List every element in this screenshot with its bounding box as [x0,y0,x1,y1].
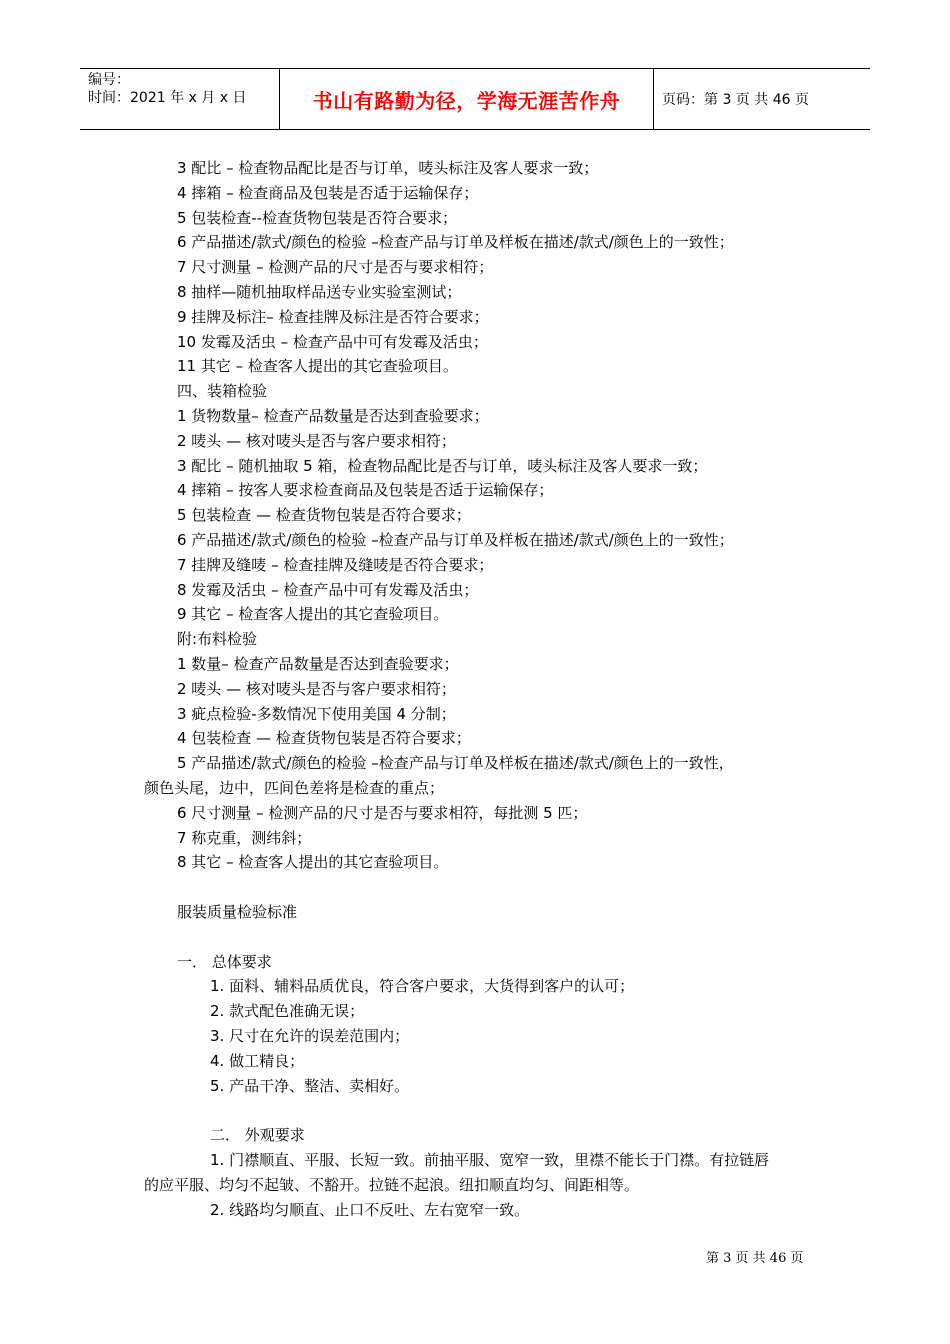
text-line: 1 数量– 检查产品数量是否达到查验要求； [177,655,459,673]
number-label: 编号： [88,72,130,88]
text-line: 10 发霉及活虫 – 检查产品中可有发霉及活虫； [177,332,488,351]
time-label: 时间：2021 年 x 月 x 日 [88,90,247,106]
text-line: 8 其它 – 检查客人提出的其它查验项目。 [177,853,449,872]
section-heading: 服装质量检验标准 [177,903,298,921]
document-header [80,68,870,130]
motto: 书山有路勤为径，学海无涯苦作舟 [312,88,621,113]
text-line: 5. 产品干净、整洁、卖相好。 [210,1076,410,1095]
text-line: 3 配比 – 随机抽取 5 箱，检查物品配比是否与订单，唛头标注及客人要求一致； [177,456,708,475]
text-line: 1. 面料、辅料品质优良，符合客户要求，大货得到客户的认可； [210,977,635,996]
section-heading: 一． 总体要求 [177,952,272,971]
text-line: 2 唛头 — 核对唛头是否与客户要求相符； [177,431,456,450]
text-line: 6 产品描述/款式/颜色的检验 –检查产品与订单及样板在描述/款式/颜色上的一致性； [177,233,734,252]
page-label: 页码：第 3 页 共 46 页 [662,92,809,108]
text-line: 11 其它 – 检查客人提出的其它查验项目。 [177,357,458,376]
text-line: 2. 款式配色准确无误； [210,1002,365,1021]
section-heading: 二． 外观要求 [210,1126,305,1145]
text-line: 2. 线路均匀顺直、止口不反吐、左右宽窄一致。 [210,1200,530,1219]
text-line: 7 挂牌及缝唛 – 检查挂牌及缝唛是否符合要求； [177,555,494,574]
text-line: 3 配比 – 检查物品配比是否与订单，唛头标注及客人要求一致； [177,159,599,177]
text-line: 1 货物数量– 检查产品数量是否达到查验要求； [177,407,489,425]
text-line: 7 尺寸测量 – 检测产品的尺寸是否与要求相符； [177,258,494,277]
text-line: 5 包装检查 — 检查货物包装是否符合要求； [177,506,471,525]
text-line: 1. 门襟顺直、平服、长短一致。前抽平服、宽窄一致，里襟不能长于门襟。有拉链唇 [210,1151,770,1169]
text-line: 4. 做工精良； [210,1051,305,1070]
header-motto-cell [280,69,654,129]
section-heading: 附:布料检验 [177,630,258,649]
section-heading: 四、装箱检验 [177,382,268,401]
text-line: 3 疵点检验-多数情况下使用美国 4 分制； [177,704,456,723]
text-line: 的应平服、均匀不起皱、不豁开。拉链不起浪。纽扣顺直均匀、间距相等。 [144,1175,640,1194]
text-line: 9 挂牌及标注– 检查挂牌及标注是否符合要求； [177,307,489,326]
text-line: 5 产品描述/款式/颜色的检验 –检查产品与订单及样板在描述/款式/颜色上的一致性， [177,754,734,773]
text-line: 4 摔箱 – 按客人要求检查商品及包装是否适于运输保存； [177,481,554,500]
text-line: 4 摔箱 – 检查商品及包装是否适于运输保存； [177,183,479,202]
header-meta [80,69,280,129]
text-line: 9 其它 – 检查客人提出的其它查验项目。 [177,605,449,624]
text-line: 7 称克重，测纬斜； [177,828,312,847]
text-line: 5 包装检查--检查货物包装是否符合要求； [177,208,458,227]
text-line: 6 尺寸测量 – 检测产品的尺寸是否与要求相符，每批测 5 匹； [177,803,588,822]
text-line: 8 抽样—随机抽取样品送专业实验室测试； [177,283,462,301]
text-line: 2 唛头 — 核对唛头是否与客户要求相符； [177,679,456,698]
text-line: 3. 尺寸在允许的误差范围内； [210,1027,410,1045]
header-page-cell [654,69,870,129]
text-line: 6 产品描述/款式/颜色的检验 –检查产品与订单及样板在描述/款式/颜色上的一致性； [177,531,734,549]
text-line: 8 发霉及活虫 – 检查产品中可有发霉及活虫； [177,580,479,599]
page-footer: 第 3 页 共 46 页 [706,1251,804,1266]
text-line: 颜色头尾，边中，匹间色差将是检查的重点； [144,779,445,797]
text-line: 4 包装检查 — 检查货物包装是否符合要求； [177,729,471,748]
